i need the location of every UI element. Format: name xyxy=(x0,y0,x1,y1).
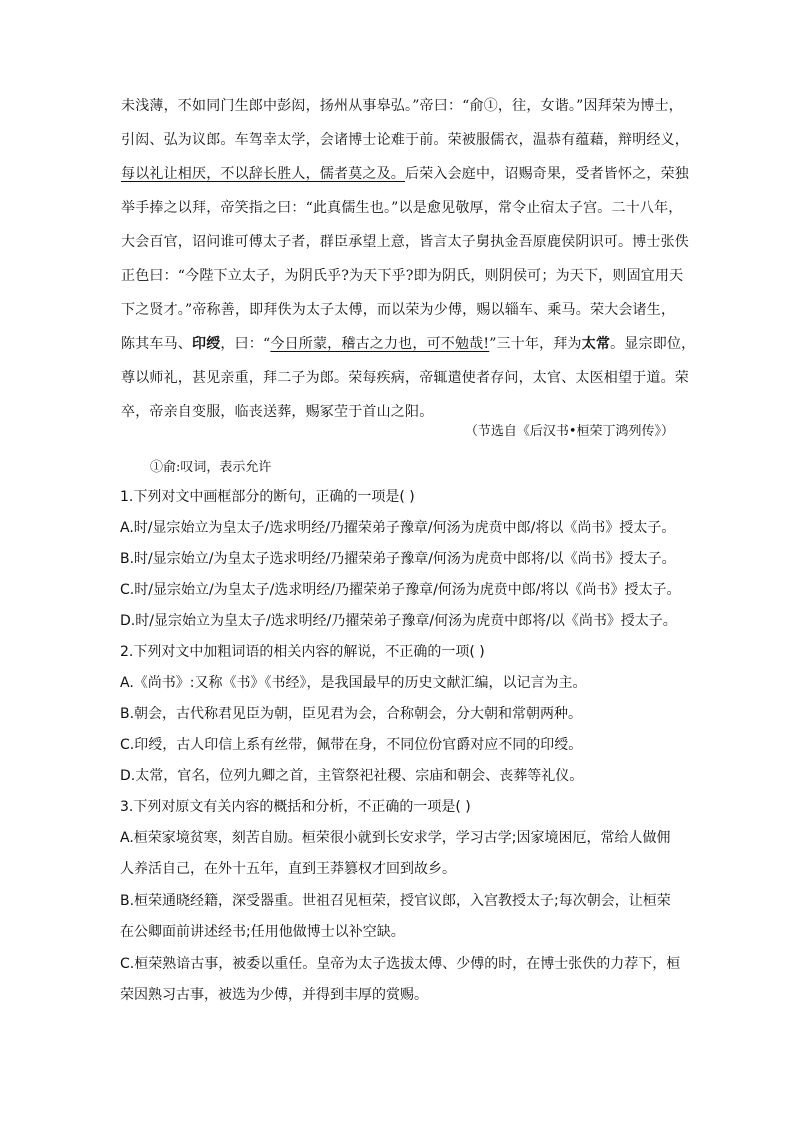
question-option: B.朝会，古代称君见臣为朝，臣见君为会，合称朝会，分大朝和常朝两种。 xyxy=(120,706,583,722)
passage-line: 尊以师礼，甚见亲重，拜二子为郎。荣每疾病，帝辄遣使者存问，太官、太医相望于道。荣 xyxy=(121,370,689,386)
passage-line: 正色曰：“今陛下立太子，为阴氏乎?为天下乎?即为阴氏，则阴侯可；为天下，则固宜用天 xyxy=(121,268,684,284)
passage-line xyxy=(121,333,696,367)
question-option: B.时/显宗始立/为皇太子选求明经/乃擢荣弟子豫章/何汤为虎贲中郎将/以《尚书》授太子。 xyxy=(120,551,676,567)
passage-line: 引闳、弘为议郎。车驾幸太学，会诸博士论难于前。荣被服儒衣，温恭有蕴藉，辩明经义， xyxy=(121,132,689,148)
classical-passage xyxy=(121,95,696,435)
question-stem: 1.下列对文中画框部分的断句，正确的一项是( ) xyxy=(120,489,415,505)
passage-line: 下之贤才。”帝称善，即拜佚为太子太傅，而以荣为少傅，赐以辎车、乘马。荣大会诸生， xyxy=(121,302,676,318)
question-option-line: 在公卿面前讲述经书;任用他做博士以补空缺。 xyxy=(120,924,405,940)
passage-line xyxy=(121,163,691,197)
question-stem: 2.下列对文中加粗词语的相关内容的解说，不正确的一项( ) xyxy=(120,644,485,660)
question-option-line: 荣因熟习古事，被选为少傅，并得到丰厚的赏赐。 xyxy=(120,987,428,1003)
question-option: A.《尚书》:又称《书》《书经》，是我国最早的历史文献汇编，以记言为主。 xyxy=(120,675,587,691)
passage-line: 未浅薄，不如同门生郎中彭闳，扬州从事皋弘。”帝曰：“俞①，往，女谐。”因拜荣为博士， xyxy=(121,98,683,114)
question-option-line: B.桓荣通晓经籍，深受器重。世祖召见桓荣，授官议郎，入宫教授太子;每次朝会，让桓荣 xyxy=(120,893,671,909)
footnote: ①俞:叹词，表示允许 xyxy=(150,460,272,475)
bold-term-yinshou: 印绶 xyxy=(192,336,221,352)
bold-term-taichang: 太常 xyxy=(581,336,611,352)
source-citation: （节选自《后汉书•桓荣丁鸿列传》） xyxy=(464,424,674,439)
passage-line: 举手捧之以拜，帝笑指之曰：“此真儒生也。”以是愈见敬厚，常令止宿太子宫。二十八年， xyxy=(121,200,683,216)
question-option: C.时/显宗始立/为皇太子/选求明经/乃擢荣弟子豫章/何汤为虎贲中郎/将以《尚书》授太子。 xyxy=(120,582,681,598)
question-option-line: C.桓荣熟谙古事，被委以重任。皇帝为太子选拔太傅、少傅的时，在博士张佚的力荐下，桓 xyxy=(120,956,681,972)
question-option: A.时/显宗始立为皇太子/选求明经/乃擢荣弟子豫章/何汤为虎贲中郎/将以《尚书》授太子。 xyxy=(120,520,676,536)
underlined-sentence: 每以礼让相厌，不以辞长胜人，儒者莫之及。 xyxy=(121,166,405,182)
question-option: D.太常，官名，位列九卿之首，主管祭祀社稷、宗庙和朝会、丧葬等礼仪。 xyxy=(120,768,584,784)
passage-text: ”三十年，拜为 xyxy=(489,336,582,352)
question-option: C.印绶，古人印信上系有丝带，佩带在身，不同位份官爵对应不同的印绶。 xyxy=(120,737,583,753)
passage-text: 陈其车马、 xyxy=(121,336,192,352)
question-list xyxy=(120,487,690,1016)
question-option: D.时/显宗始立为皇太子/选求明经/乃擢荣弟子豫章/何汤为虎贲中郎将/以《尚书》授太子。 xyxy=(120,613,677,629)
passage-line: 大会百官，诏问谁可傅太子者，群臣承望上意，皆言太子舅执金吾原鹿侯阴识可。博士张佚 xyxy=(121,234,689,250)
question-stem: 3.下列对原文有关内容的概括和分析，不正确的一项是( ) xyxy=(120,799,471,815)
question-option-line: 人养活自己，在外十五年，直到王莽篡权才回到故乡。 xyxy=(120,861,456,877)
underlined-sentence: 今日所蒙，稽古之力也，可不勉哉! xyxy=(270,336,490,352)
passage-text: ，曰：“ xyxy=(220,336,271,352)
passage-text: 后荣入会庭中，诏赐奇果，受者皆怀之，荣独 xyxy=(405,166,689,182)
passage-text: 。显宗即位， xyxy=(610,336,696,352)
question-option-line: A.桓荣家境贫寒，刻苦自励。桓荣很小就到长安求学，学习古学;因家境困厄，常给人做佣 xyxy=(120,830,671,846)
passage-line: 卒，帝亲自变服，临丧送葬，赐冢茔于首山之阳。 xyxy=(121,404,434,420)
